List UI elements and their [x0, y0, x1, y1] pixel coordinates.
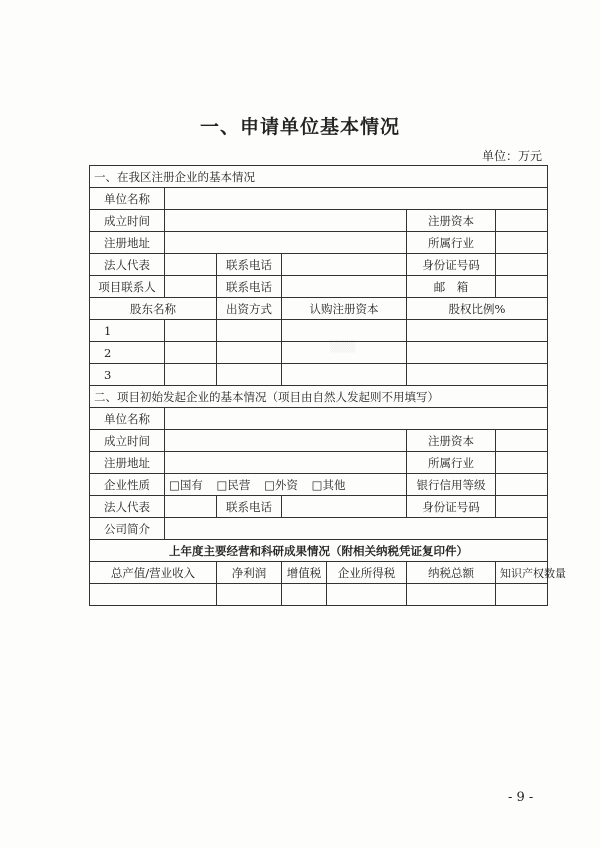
s2-company-name-label: 单位名称	[90, 408, 165, 430]
s2-credit-label: 银行信用等级	[407, 474, 496, 496]
s2-established-field[interactable]	[165, 430, 407, 452]
vat-header: 增值税	[282, 562, 327, 584]
equity-ratio-cell[interactable]	[407, 364, 548, 386]
s2-legal-rep-field[interactable]	[165, 496, 217, 518]
s2-id-field[interactable]	[496, 496, 548, 518]
s1-established-label: 成立时间	[90, 210, 165, 232]
income-tax-cell[interactable]	[327, 584, 407, 606]
net-profit-header: 净利润	[217, 562, 282, 584]
s2-company-name-field[interactable]	[165, 408, 548, 430]
nature-private-checkbox[interactable]: □民营	[216, 477, 251, 492]
subscribed-capital-header: 认购注册资本	[282, 298, 407, 320]
s1-phone1-label: 联系电话	[217, 254, 282, 276]
s2-nature-label: 企业性质	[90, 474, 165, 496]
page-title: 一、申请单位基本情况	[199, 116, 400, 138]
s2-id-label: 身份证号码	[407, 496, 496, 518]
s1-address-label: 注册地址	[90, 232, 165, 254]
s1-capital-field[interactable]	[496, 210, 548, 232]
s2-phone-label: 联系电话	[217, 496, 282, 518]
contribution-method-cell[interactable]	[217, 364, 282, 386]
s1-established-field[interactable]	[165, 210, 407, 232]
s1-industry-field[interactable]	[496, 232, 548, 254]
net-profit-cell[interactable]	[217, 584, 282, 606]
shareholder-name-cell[interactable]	[165, 342, 217, 364]
section3-heading: 上年度主要经营和科研成果情况（附相关纳税凭证复印件）	[90, 540, 548, 562]
shareholder-name-header: 股东名称	[90, 298, 217, 320]
equity-ratio-header: 股权比例%	[407, 298, 548, 320]
section1-heading: 一、在我区注册企业的基本情况	[90, 166, 548, 188]
s1-phone2-label: 联系电话	[217, 276, 282, 298]
shareholder-name-cell[interactable]	[165, 364, 217, 386]
ip-count-cell[interactable]	[496, 584, 548, 606]
s2-legal-rep-label: 法人代表	[90, 496, 165, 518]
s2-credit-field[interactable]	[496, 474, 548, 496]
contribution-method-cell[interactable]	[217, 342, 282, 364]
subscribed-capital-cell[interactable]	[282, 342, 407, 364]
s2-capital-label: 注册资本	[407, 430, 496, 452]
s1-capital-label: 注册资本	[407, 210, 496, 232]
nature-other-checkbox[interactable]: □其他	[311, 477, 346, 492]
page-number: - 9 -	[508, 790, 534, 805]
shareholder-row-number: 1	[90, 320, 165, 342]
equity-ratio-cell[interactable]	[407, 342, 548, 364]
vat-cell[interactable]	[282, 584, 327, 606]
s1-phone1-field[interactable]	[282, 254, 407, 276]
total-tax-header: 纳税总额	[407, 562, 496, 584]
s1-legal-rep-label: 法人代表	[90, 254, 165, 276]
s2-capital-field[interactable]	[496, 430, 548, 452]
ip-count-header: 知识产权数量	[496, 562, 548, 584]
s1-email-field[interactable]	[496, 276, 548, 298]
s2-established-label: 成立时间	[90, 430, 165, 452]
bleed-through-text: ▒▒▒	[330, 340, 356, 353]
s1-industry-label: 所属行业	[407, 232, 496, 254]
shareholder-row-number: 2	[90, 342, 165, 364]
s1-phone2-field[interactable]	[282, 276, 407, 298]
s2-industry-field[interactable]	[496, 452, 548, 474]
s1-id-field[interactable]	[496, 254, 548, 276]
s1-contact-field[interactable]	[165, 276, 217, 298]
income-tax-header: 企业所得税	[327, 562, 407, 584]
shareholder-name-cell[interactable]	[165, 320, 217, 342]
subscribed-capital-cell[interactable]	[282, 364, 407, 386]
s1-address-field[interactable]	[165, 232, 407, 254]
section2-heading: 二、项目初始发起企业的基本情况（项目由自然人发起则不用填写）	[90, 386, 548, 408]
company-profile-field[interactable]	[165, 518, 548, 540]
subscribed-capital-cell[interactable]	[282, 320, 407, 342]
shareholder-row-number: 3	[90, 364, 165, 386]
revenue-header: 总产值/营业收入	[90, 562, 217, 584]
unit-label: 单位：万元	[481, 149, 542, 163]
nature-state-checkbox[interactable]: □国有	[169, 477, 203, 492]
s2-industry-label: 所属行业	[407, 452, 496, 474]
revenue-cell[interactable]	[90, 584, 217, 606]
contribution-method-header: 出资方式	[217, 298, 282, 320]
s1-contact-label: 项目联系人	[90, 276, 165, 298]
total-tax-cell[interactable]	[407, 584, 496, 606]
contribution-method-cell[interactable]	[217, 320, 282, 342]
s1-legal-rep-field[interactable]	[165, 254, 217, 276]
s1-id-label: 身份证号码	[407, 254, 496, 276]
application-form	[89, 165, 566, 606]
s2-nature-options	[165, 474, 407, 496]
equity-ratio-cell[interactable]	[407, 320, 548, 342]
s2-phone-field[interactable]	[282, 496, 407, 518]
s2-address-label: 注册地址	[90, 452, 165, 474]
nature-foreign-checkbox[interactable]: □外资	[264, 477, 298, 492]
s1-company-name-label: 单位名称	[90, 188, 165, 210]
company-profile-label: 公司简介	[90, 518, 165, 540]
s1-email-label: 邮 箱	[407, 276, 496, 298]
s1-company-name-field[interactable]	[165, 188, 548, 210]
s2-address-field[interactable]	[165, 452, 407, 474]
